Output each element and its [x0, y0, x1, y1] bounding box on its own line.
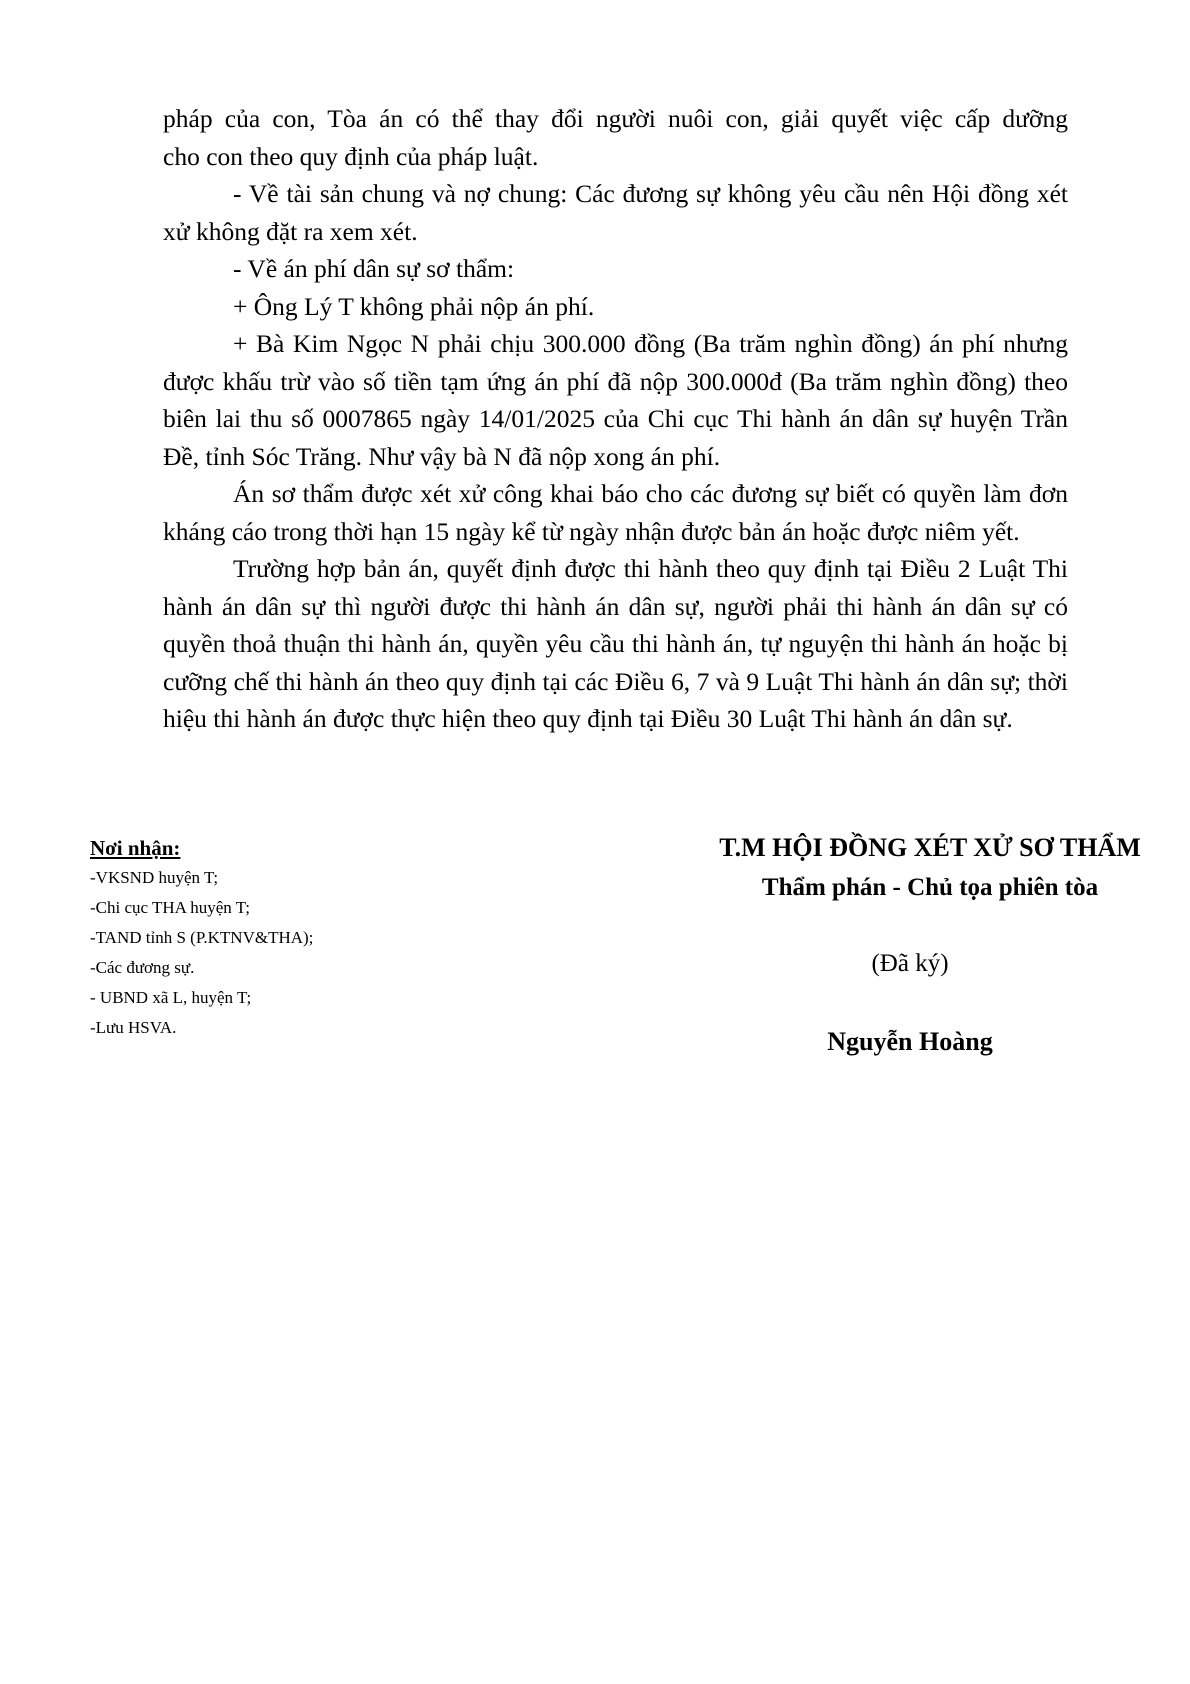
recipient-item: -TAND tỉnh S (P.KTNV&THA); [90, 928, 314, 947]
recipient-item: -VKSND huyện T; [90, 868, 219, 887]
signed-note: (Đã ký) [871, 950, 949, 977]
judgment-body [163, 100, 1068, 738]
paragraph-appeal-rights: Án sơ thẩm được xét xử công khai báo cho các đương sự biết có quyền làm đơn kháng cáo trong thời hạn 15 ngày kể từ ngày nhận được bản án hoặc được niêm yết. [163, 479, 1068, 546]
signature-title: T.M HỘI ĐỒNG XÉT XỬ SƠ THẨM [719, 833, 1141, 862]
paragraph-court-fee-heading: - Về án phí dân sự sơ thẩm: [233, 254, 515, 283]
recipients-block [90, 833, 490, 1043]
recipient-item: -Lưu HSVA. [90, 1018, 177, 1037]
paragraph-custody-line2: cho con theo quy định của pháp luật. [163, 141, 539, 171]
recipients-heading: Nơi nhận: [90, 836, 181, 860]
paragraph-shared-property: - Về tài sản chung và nợ chung: Các đương sự không yêu cầu nên Hội đồng xét xử không đặt ra xem xét. [163, 179, 1068, 246]
paragraph-court-fee-mr-t: + Ông Lý T không phải nộp án phí. [233, 291, 595, 321]
signature-block [690, 828, 1170, 1062]
paragraph-custody-line1: pháp của con, Tòa án có thể thay đổi người nuôi con, giải quyết việc cấp dưỡng [163, 104, 1068, 133]
recipient-item: -Các đương sự. [90, 958, 195, 977]
paragraph-enforcement: Trường hợp bản án, quyết định được thi hành theo quy định tại Điều 2 Luật Thi hành án dân sự thì người được thi hành án dân sự, người phải thi hành án dân sự có quyền thoả thuận thi hành án, quyền yêu cầu thi hành án, tự nguyện thi hành án hoặc bị cưỡng chế thi hành án theo quy định tại các Điều 6, 7 và 9 Luật Thi hành án dân sự; thời hiệu thi hành án được thực hiện theo quy định tại Điều 30 Luật Thi hành án dân sự. [163, 554, 1068, 733]
recipient-item: - UBND xã L, huyện T; [90, 988, 252, 1007]
paragraph-court-fee-ms-n: + Bà Kim Ngọc N phải chịu 300.000 đồng (Ba trăm nghìn đồng) án phí nhưng được khấu trừ vào số tiền tạm ứng án phí đã nộp 300.000đ (Ba trăm nghìn đồng) theo biên lai thu số 0007865 ngày 14/01/2025 của Chi cục Thi hành án dân sự huyện Trần Đề, tỉnh Sóc Trăng. Như vậy bà N đã nộp xong án phí. [163, 329, 1068, 471]
recipient-item: -Chi cục THA huyện T; [90, 898, 250, 917]
judge-name: Nguyễn Hoàng [827, 1027, 993, 1056]
signature-subtitle: Thẩm phán - Chủ tọa phiên tòa [761, 874, 1099, 901]
